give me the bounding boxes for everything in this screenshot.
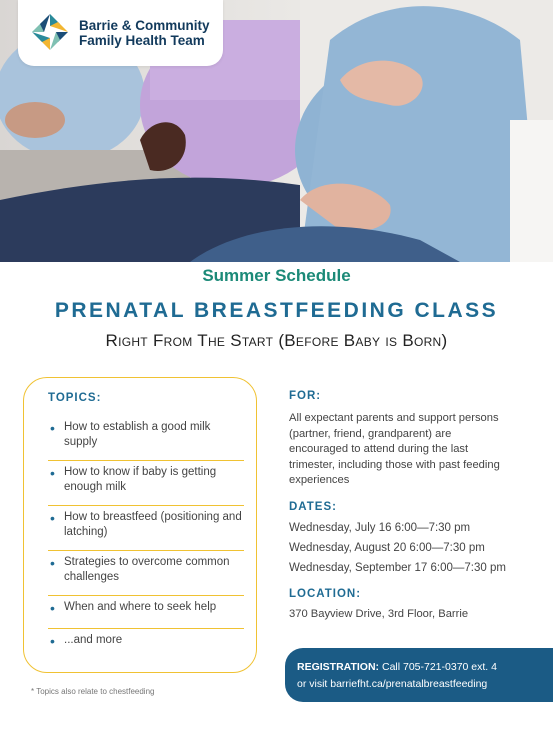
logo-card	[18, 0, 223, 66]
date-item: Wednesday, July 16 6:00—7:30 pm	[289, 522, 471, 534]
list-item	[48, 461, 244, 506]
registration-box	[285, 648, 553, 702]
bullet-icon: •	[50, 555, 55, 571]
dates-section	[289, 501, 539, 578]
topic-text: How to establish a good milk supply	[64, 421, 211, 448]
location-address: 370 Bayview Drive, 3rd Floor, Barrie	[289, 608, 469, 620]
logo-line-2: Family Health Team	[79, 33, 205, 48]
list-item	[48, 416, 244, 461]
date-item: Wednesday, August 20 6:00—7:30 pm	[289, 542, 485, 554]
season-label: Summer Schedule	[202, 266, 351, 285]
logo-line-1: Barrie & Community	[79, 18, 210, 33]
topic-text: How to breastfeed (positioning and latching)	[64, 511, 242, 538]
topic-text: ...and more	[64, 634, 123, 646]
bullet-icon: •	[50, 633, 55, 649]
for-body: All expectant parents and support persons (partner, friend, grandparent) are encouraged to attend during the last trimester, including those with past feeding experiences	[289, 412, 500, 486]
logo-text	[79, 18, 210, 48]
topic-text: How to know if baby is getting enough milk	[64, 466, 217, 493]
bullet-icon: •	[50, 510, 55, 526]
location-heading: LOCATION:	[289, 588, 362, 600]
registration-web[interactable]: or visit barriefht.ca/prenatalbreastfeeding	[297, 678, 488, 690]
topics-heading: TOPICS:	[48, 392, 102, 404]
logo-mark-icon	[30, 12, 70, 52]
bullet-icon: •	[50, 600, 55, 616]
list-item	[48, 596, 244, 629]
registration-label: REGISTRATION:	[297, 661, 380, 673]
list-item	[48, 551, 244, 596]
date-item: Wednesday, September 17 6:00—7:30 pm	[289, 562, 506, 574]
location-section	[289, 588, 539, 620]
topic-text: When and where to seek help	[64, 601, 217, 613]
topics-box	[23, 377, 257, 673]
bullet-icon: •	[50, 420, 55, 436]
list-item	[48, 506, 244, 551]
for-heading: FOR:	[289, 390, 322, 402]
registration-phone: Call 705-721-0370 ext. 4	[381, 661, 497, 673]
topic-list	[48, 416, 244, 661]
topics-footnote: * Topics also relate to chestfeeding	[31, 687, 155, 696]
list-item	[48, 629, 244, 661]
dates-heading: DATES:	[289, 501, 337, 513]
page-subtitle: Right From The Start (Before Baby is Born)	[105, 331, 448, 350]
for-section	[289, 390, 539, 489]
topic-text: Strategies to overcome common challenges	[64, 556, 230, 583]
bullet-icon: •	[50, 465, 55, 481]
page-title: PRENATAL BREASTFEEDING CLASS	[54, 299, 499, 322]
